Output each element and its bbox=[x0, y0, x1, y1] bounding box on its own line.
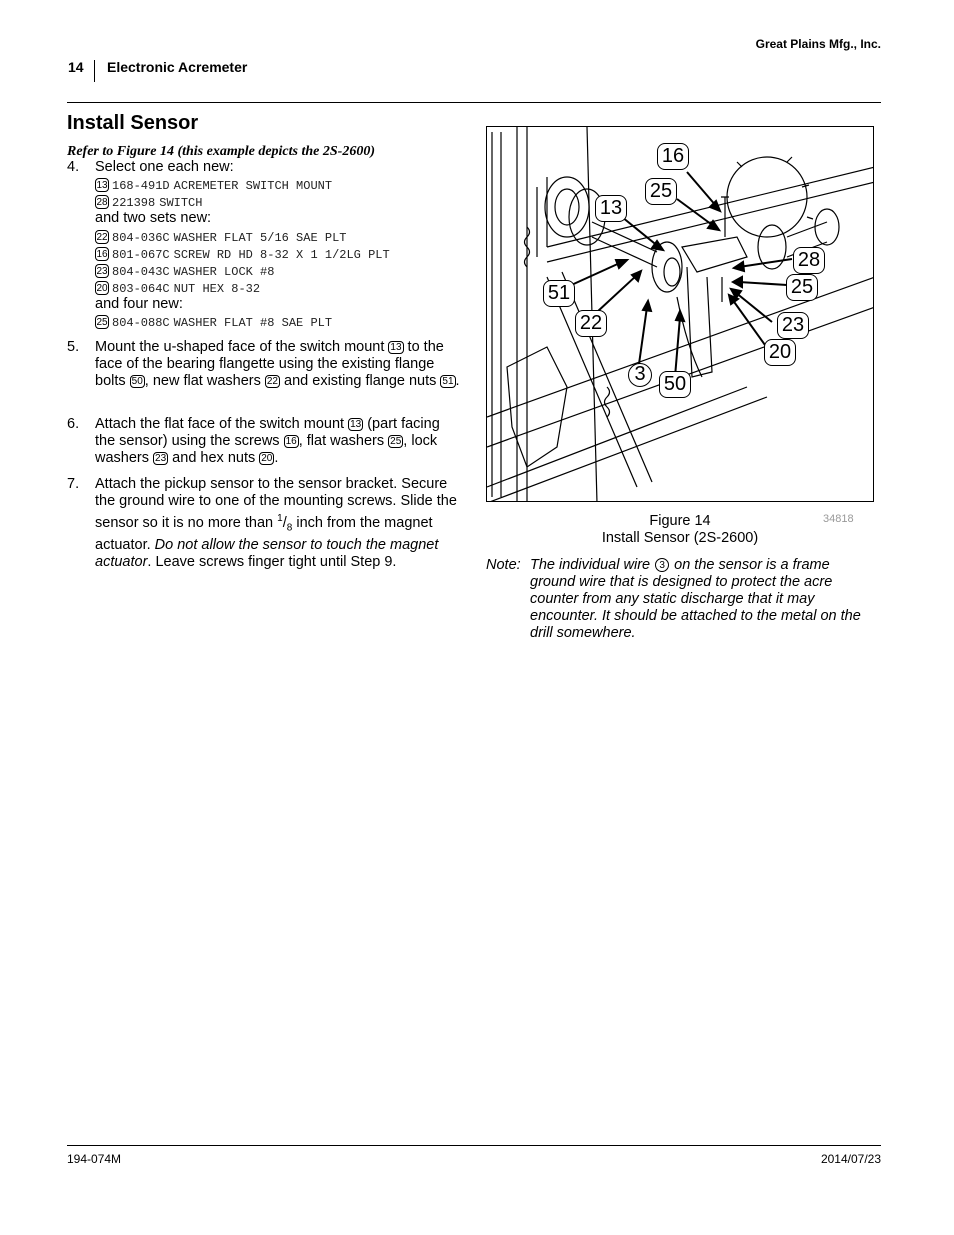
figure-caption-title: Install Sensor (2S-2600) bbox=[601, 530, 759, 546]
part-line bbox=[95, 194, 202, 211]
step-number: 7. bbox=[67, 476, 80, 492]
ref-number: 16 bbox=[96, 249, 108, 261]
fraction-denominator: 8 bbox=[286, 522, 293, 534]
footer-rule bbox=[67, 1145, 881, 1146]
text-run: . bbox=[274, 450, 279, 466]
part-line bbox=[95, 280, 260, 297]
page-number: 14 bbox=[68, 59, 84, 75]
two-sets-label: and two sets new: bbox=[95, 210, 212, 226]
step-5-text bbox=[95, 339, 460, 390]
text-run: on the sensor is a frame ground wire that is designed to protect the acre counter from any static discharge that it may encounter. It should be attached to the metal on the drill somewhere. bbox=[530, 557, 861, 641]
part-description: WASHER LOCK #8 bbox=[173, 265, 275, 279]
section-title: Electronic Acremeter bbox=[107, 59, 248, 75]
part-number: 801-067C bbox=[112, 248, 170, 262]
part-description: WASHER FLAT #8 SAE PLT bbox=[173, 316, 333, 330]
page-title: Install Sensor bbox=[67, 112, 199, 134]
ref-number: 23 bbox=[155, 452, 167, 464]
ref-number: 28 bbox=[96, 197, 108, 209]
callout-25: 25 bbox=[786, 274, 818, 301]
doc-number: 194-074M bbox=[67, 1152, 122, 1166]
ref-number: 16 bbox=[285, 435, 297, 447]
ref-number: 22 bbox=[96, 232, 108, 244]
figure-reference: Refer to Figure 14 (this example depicts the 2S-2600) bbox=[67, 144, 375, 159]
ref-number: 25 bbox=[96, 317, 108, 329]
company-name: Great Plains Mfg., Inc. bbox=[755, 37, 881, 51]
step-6-text bbox=[95, 416, 460, 467]
callout-3: 3 bbox=[628, 363, 652, 387]
part-description: SWITCH bbox=[159, 196, 203, 210]
text-run: . Leave screws finger tight until Step 9. bbox=[147, 553, 397, 570]
ref-number: 13 bbox=[350, 418, 362, 430]
step-7-text: Attach the pickup sensor to the sensor bracket. Secure the ground wire to one of the mounting screws. Slide the sensor so it is no more than $^1/_8$ inch from the magnet actuator. Do not allow the sensor to touch the magnet actuator. Leave screws finger tight until Step 9. bbox=[95, 476, 457, 570]
text-run: to the face of the bearing flangette using the existing flange bolts bbox=[95, 339, 444, 389]
part-number: 221398 bbox=[112, 196, 156, 210]
header-rule bbox=[67, 102, 881, 103]
part-line bbox=[95, 314, 332, 331]
part-line bbox=[95, 263, 274, 280]
callout-20: 20 bbox=[764, 339, 796, 366]
text-run: (part facing the sensor) using the screws bbox=[95, 416, 440, 449]
callout-13: 13 bbox=[595, 195, 627, 222]
figure-caption-number: Figure 14 bbox=[649, 513, 711, 529]
part-description: NUT HEX 8-32 bbox=[173, 282, 261, 296]
text-run: and hex nuts bbox=[168, 450, 260, 466]
part-number: 804-036C bbox=[112, 231, 170, 245]
part-line bbox=[95, 177, 332, 194]
part-line bbox=[95, 229, 346, 246]
step-number: 6. bbox=[67, 416, 80, 432]
step-number: 4. bbox=[67, 159, 80, 175]
ref-number: 13 bbox=[96, 180, 108, 192]
callout-50: 50 bbox=[659, 371, 691, 398]
note-text bbox=[530, 557, 875, 642]
figure-id: 34818 bbox=[823, 513, 854, 525]
part-number: 804-043C bbox=[112, 265, 170, 279]
part-description: ACREMETER SWITCH MOUNT bbox=[173, 179, 333, 193]
text-run: inch from the magnet actuator. bbox=[95, 514, 433, 553]
ref-number: 22 bbox=[266, 375, 278, 387]
part-line bbox=[95, 246, 390, 263]
part-number: 168-491D bbox=[112, 179, 170, 193]
ref-number: 51 bbox=[442, 375, 454, 387]
callout-16: 16 bbox=[657, 143, 689, 170]
part-number: 803-064C bbox=[112, 282, 170, 296]
part-description: SCREW RD HD 8-32 X 1 1/2LG PLT bbox=[173, 248, 390, 262]
revision-date: 2014/07/23 bbox=[820, 1152, 881, 1166]
part-number: 804-088C bbox=[112, 316, 170, 330]
note-label: Note: bbox=[486, 557, 521, 573]
step-4-intro: Select one each new: bbox=[95, 159, 234, 175]
text-run: . bbox=[455, 373, 460, 389]
callout-28: 28 bbox=[793, 247, 825, 274]
text-run: , flat washers bbox=[298, 433, 389, 449]
callout-25: 25 bbox=[645, 178, 677, 205]
ref-number: 23 bbox=[96, 266, 108, 278]
text-run: Attach the flat face of the switch mount bbox=[95, 416, 349, 432]
ref-number: 50 bbox=[131, 375, 143, 387]
ref-number: 20 bbox=[261, 452, 273, 464]
ref-number: 25 bbox=[390, 435, 402, 447]
warning-text: Do not allow the sensor to touch the magnet actuator bbox=[95, 536, 439, 570]
callout-51: 51 bbox=[543, 280, 575, 307]
text-run: and existing flange nuts bbox=[280, 373, 441, 389]
machine-illustration bbox=[487, 127, 874, 502]
part-description: WASHER FLAT 5/16 SAE PLT bbox=[173, 231, 347, 245]
callout-22: 22 bbox=[575, 310, 607, 337]
text-run: Mount the u-shaped face of the switch mount bbox=[95, 339, 389, 355]
callout-23: 23 bbox=[777, 312, 809, 339]
text-run: The individual wire bbox=[530, 557, 655, 573]
four-new-label: and four new: bbox=[95, 296, 183, 312]
fraction-numerator: 1 bbox=[277, 513, 283, 524]
ref-number: 20 bbox=[96, 283, 108, 295]
header-divider bbox=[94, 60, 95, 82]
text-run: , lock washers bbox=[95, 433, 438, 466]
ref-number: 3 bbox=[655, 558, 669, 572]
text-run: Attach the pickup sensor to the sensor bracket. Secure the ground wire to one of the mounting screws. Slide the sensor so it is no more than bbox=[95, 476, 457, 531]
ref-number: 13 bbox=[390, 341, 402, 353]
text-run: , new flat washers bbox=[144, 373, 265, 389]
figure-14-frame bbox=[486, 126, 874, 502]
step-number: 5. bbox=[67, 339, 80, 355]
